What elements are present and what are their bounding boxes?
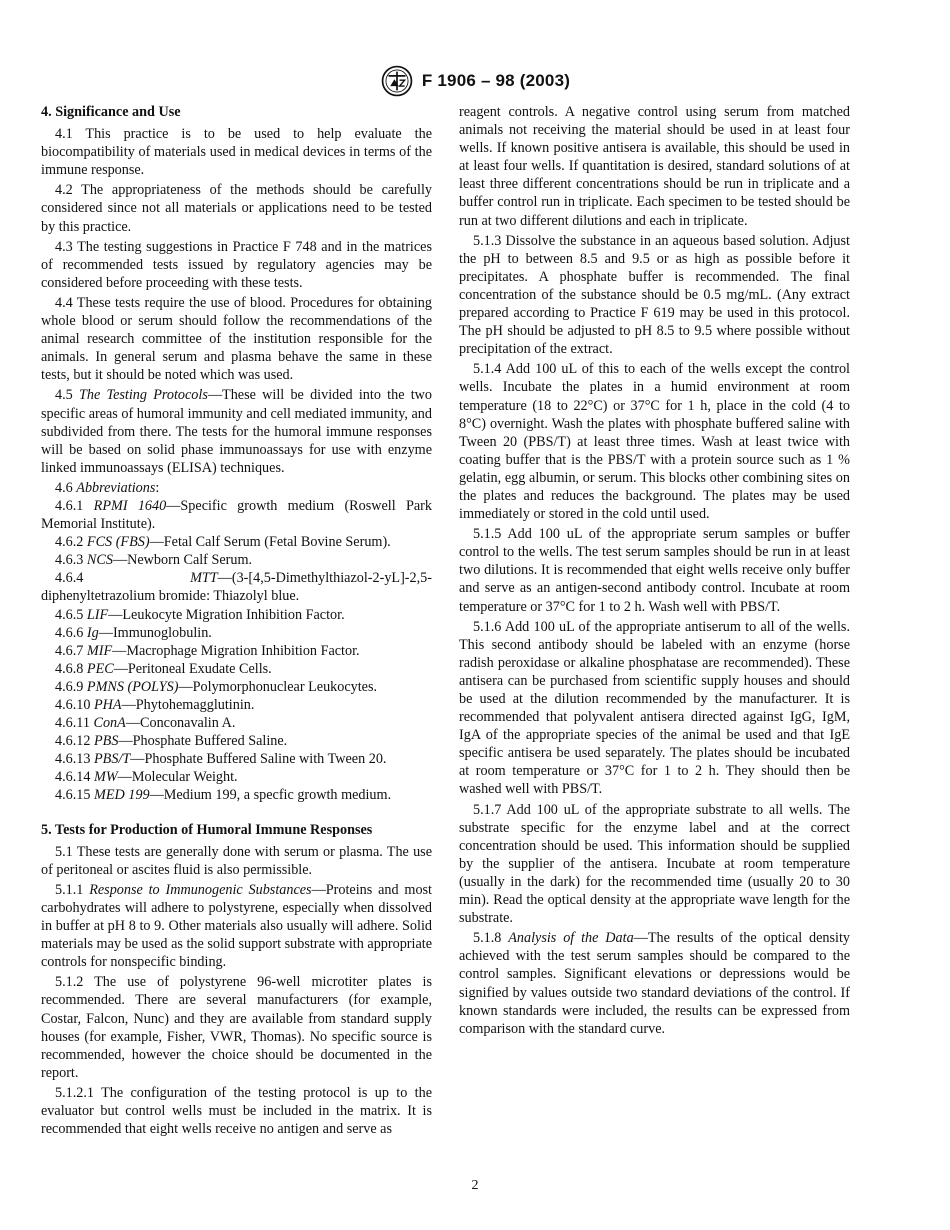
abbreviation-list: [41, 497, 432, 805]
right-column: [459, 103, 850, 1040]
abbreviation-item: 4.6.10 PHA—Phytohemagglutinin.: [55, 697, 255, 713]
paragraph-text: —The results of the optical density achieved with the test serum samples should be compared to the control samples. Significant elevations or depressions would be signified by values outside two standard deviations of the control. If known standards were included, the results can be expressed from comparison with the standard curve.: [459, 930, 851, 1037]
paragraph-number: 4.5: [55, 387, 79, 404]
section-4-heading: 4. Significance and Use: [41, 104, 181, 120]
page-header: [0, 64, 950, 103]
paragraph-text: :: [155, 479, 160, 496]
paragraph-5-1-8: [459, 929, 850, 1038]
abbreviation-item: 4.6.5 LIF—Leukocyte Migration Inhibition Factor.: [55, 606, 345, 623]
abbreviation-item: 4.6.1 RPMI 1640—Specific growth medium (Roswell Park Memorial Institute).: [41, 497, 432, 533]
paragraph-term: Analysis of the Data: [508, 930, 634, 947]
standard-designation: F 1906 – 98 (2003): [421, 71, 571, 90]
paragraph-5-1-2-1-continued: reagent controls. A negative control using serum from matched animals not receiving the material should be used in at least four wells. If known positive antisera is available, this should be used in at least four wells. If quantitation is desired, standard solutions of at least three different concentrations should be run in triplicate and a buffer control run in triplicate. Each specimen to be tested should be run at two different dilutions and each in triplicate.: [459, 104, 850, 229]
abbreviation-item: 4.6.8 PEC—Peritoneal Exudate Cells.: [55, 660, 272, 677]
paragraph-5-1-7: 5.1.7 Add 100 uL of the appropriate substrate to all wells. The substrate specific for the enzyme label and at the correct concentration should be used. This information should be supplied by the supplier of the antisera. Incubate at room temperature (usually in the dark) for the recommended time (usually 20 to 30 min). Read the optical density at the appropriate wave length for the substrate.: [459, 801, 850, 927]
paragraph-4-3: 4.3 The testing suggestions in Practice F 748 and in the matrices of recommended tests issued by regulatory agencies may be considered before proceeding with these tests.: [41, 238, 432, 291]
paragraph-number: 4.6: [55, 479, 77, 496]
paragraph-text: —Proteins and most carbohydrates will adhere to polystyrene, especially when dissolved in buffer at pH 8 to 9. Other materials also usually will adhere. Solid materials may be used as the solid support substrate with appropriate controls for nonspecific binding.: [41, 881, 432, 971]
abbreviation-item: 4.6.6 Ig—Immunoglobulin.: [55, 624, 212, 641]
paragraph-4-4: 4.4 These tests require the use of blood. Procedures for obtaining whole blood or serum should follow the recommendations of the animal research committee of the institution responsible for the animals. In general serum and plasma behave the same in these tests, but it should be noted which was used.: [41, 294, 432, 384]
abbreviation-item: 4.6.11 ConA—Conconavalin A.: [55, 715, 236, 732]
paragraph-5-1-4: 5.1.4 Add 100 uL of this to each of the wells except the control wells. Incubate the plates in a humid environment at room temperature (18 to 22°C) or 37°C for 1 h, place in the cold (4 to 8°C) overnight. Wash the plates with phosphate buffered saline with Tween 20 (PBS/T) at least three times. Wash at least twice with coating buffer that is the PBS/T with a protein source such as 1 % gelatin, egg albumin, or serum. This blocks other combining sites on the plates and reduces the background. The plates may be used immediately or stored in the cold until used.: [459, 361, 850, 523]
paragraph-5-1-2: 5.1.2 The use of polystyrene 96-well microtiter plates is recommended. There are several manufacturers (for example, Costar, Falcon, Nunc) and they are available from standard supply houses (for example, Fisher, VWR, Thomas). No specific source is recommended, however the choice should be documented in the report.: [41, 974, 432, 1081]
paragraph-4-2: 4.2 The appropriateness of the methods should be carefully considered since not all materials or applications need to be tested by this practice.: [41, 182, 432, 235]
paragraph-5-1-2-1: 5.1.2.1 The configuration of the testing protocol is up to the evaluator but control wells must be included in the matrix. It is recommended that eight wells receive no antigen and serve as: [41, 1084, 432, 1138]
abbreviation-item: 4.6.14 MW—Molecular Weight.: [55, 769, 238, 786]
abbreviation-item: 4.6.7 MIF—Macrophage Migration Inhibition Factor.: [55, 642, 360, 659]
abbreviation-item: 4.6.15 MED 199—Medium 199, a specfic growth medium.: [55, 787, 392, 804]
paragraph-4-5: [41, 386, 432, 476]
paragraph-text: —These will be divided into the two specific areas of humoral immunity and cell mediated immunity, and subdivided from there. The tests for the humoral immune responses will be based on solid phase immunoassays for use with enzyme linked immunoassays (ELISA) techniques.: [41, 387, 433, 476]
astm-logo-icon: [380, 64, 414, 98]
abbreviation-item: 4.6.3 NCS—Newborn Calf Serum.: [55, 552, 253, 569]
page-number: 2: [471, 1178, 479, 1193]
abbreviation-item: 4.6.4 MTT—(3-[4,5-Dimethylthiazol-2-yL]-2,5-diphenyltetrazolium bromide: Thiazolyl blue.: [41, 570, 432, 605]
paragraph-number: 5.1.1: [55, 881, 90, 898]
paragraph-4-1: 4.1 This practice is to be used to help evaluate the biocompatibility of materials used in medical devices in terms of the immune response.: [41, 126, 432, 179]
abbreviation-item: 4.6.12 PBS—Phosphate Buffered Saline.: [55, 733, 288, 750]
abbreviation-item: 4.6.13 PBS/T—Phosphate Buffered Saline with Tween 20.: [55, 751, 387, 768]
section-5-heading: 5. Tests for Production of Humoral Immune Responses: [41, 821, 373, 838]
paragraph-term: Abbreviations: [76, 479, 156, 496]
abbreviation-item: 4.6.9 PMNS (POLYS)—Polymorphonuclear Leukocytes.: [55, 678, 378, 695]
paragraph-5-1-6: 5.1.6 Add 100 uL of the appropriate antiserum to all of the wells. This second antibody should be labeled with an enzyme (horse radish peroxidase or alkaline phosphatase are recommended). These antisera can be purchased from scientific supply houses and should be used at the dilution recommended by the manufacturer. It is recommended that polyvalent antisera directed against IgG, IgM, IgA of the appropriate species of the animal be used and that IgE specific antisera be used separately. The plates should be incubated at room temperature or 37°C for 1 to 2 h. They should then be washed well with PBS/T.: [459, 618, 850, 798]
paragraph-5-1-1: [41, 881, 432, 971]
abbreviation-item: 4.6.2 FCS (FBS)—Fetal Calf Serum (Fetal Bovine Serum).: [55, 534, 391, 551]
paragraph-number: 5.1.8: [473, 930, 509, 947]
paragraph-term: Response to Immunogenic Substances: [89, 881, 312, 898]
paragraph-4-6: [41, 479, 432, 497]
paragraph-term: The Testing Protocols: [78, 387, 208, 404]
paragraph-5-1-5: 5.1.5 Add 100 uL of the appropriate serum samples or buffer control to the wells. The test serum samples should be run in at least two dilutions. It is recommended that eight wells receive only buffer and serve as an antigen-second antibody control. Incubate at room temperature or 37°C for 1 to 2 h. Wash well with PBS/T.: [459, 526, 850, 615]
paragraph-5-1: 5.1 These tests are generally done with serum or plasma. The use of peritoneal or ascites fluid is also permissible.: [41, 843, 432, 878]
left-column: [41, 103, 432, 1140]
paragraph-5-1-3: 5.1.3 Dissolve the substance in an aqueous based solution. Adjust the pH to between 8.5 and 9.5 or as high as possible before it precipitates. A phosphate buffer is recommended. The final concentration of the substance should be 0.5 mg/mL. (Any extract prepared according to Practice F 619 may be used in this protocol. The pH should be adjusted to pH 8.5 to 9.5 where possible without precipitation of the extract.: [459, 232, 850, 358]
